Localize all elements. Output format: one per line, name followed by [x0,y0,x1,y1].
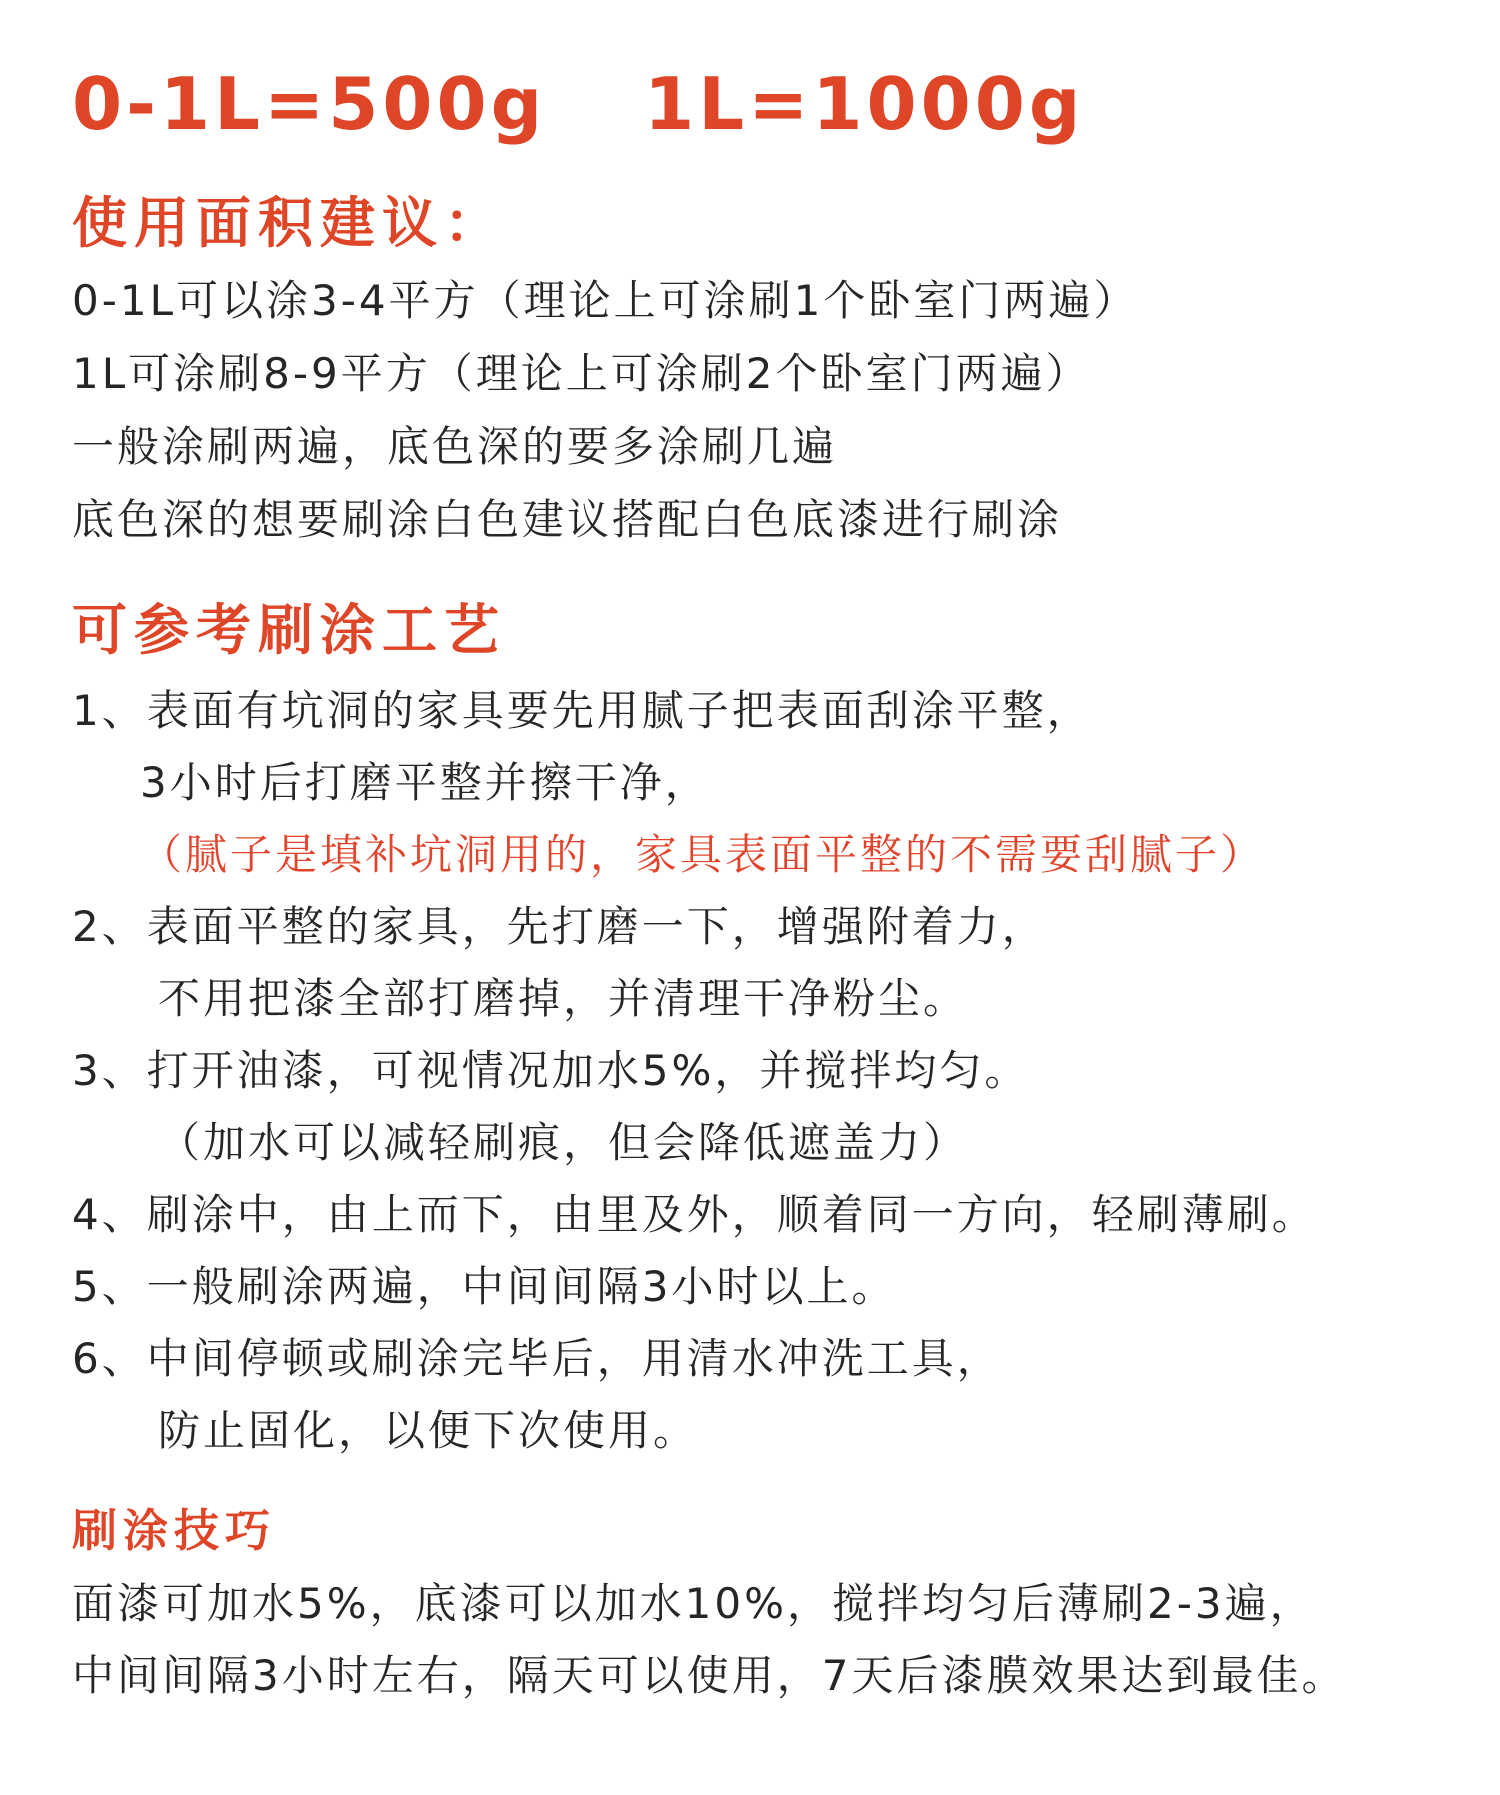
process-heading: 可参考刷涂工艺 [72,598,507,662]
process-step-3-note: （加水可以减轻刷痕，但会降低遮盖力） [158,1118,969,1167]
area-line-3: 一般涂刷两遍，底色深的要多涂刷几遍 [72,422,838,471]
area-line-2: 1L可涂刷8-9平方（理论上可涂刷2个卧室门两遍） [72,349,1091,398]
process-step-2-cont: 不用把漆全部打磨掉，并清理干净粉尘。 [158,974,969,1023]
process-step-5: 5、一般刷涂两遍，中间间隔3小时以上。 [72,1262,897,1311]
tips-heading: 刷涂技巧 [72,1504,277,1557]
tips-line-2: 中间间隔3小时左右，隔天可以使用，7天后漆膜效果达到最佳。 [72,1651,1347,1700]
tips-line-1: 面漆可加水5%，底漆可以加水10%，搅拌均匀后薄刷2-3遍， [72,1579,1315,1628]
area-heading: 使用面积建议： [72,191,507,255]
process-step-4: 4、刷涂中，由上而下，由里及外，顺着同一方向，轻刷薄刷。 [72,1190,1317,1239]
process-step-1-note: （腻子是填补坑洞用的，家具表面平整的不需要刮腻子） [140,830,1266,879]
process-step-6: 6、中间停顿或刷涂完毕后，用清水冲洗工具， [72,1334,1002,1383]
volume-large-weight: 1L=1000g [644,62,1085,146]
process-step-6-cont: 防止固化，以便下次使用。 [158,1406,699,1455]
process-step-3: 3、打开油漆，可视情况加水5%，并搅拌均匀。 [72,1046,1030,1095]
process-step-1: 1、表面有坑洞的家具要先用腻子把表面刮涂平整， [72,686,1092,735]
process-step-2: 2、表面平整的家具，先打磨一下，增强附着力， [72,902,1047,951]
area-line-1: 0-1L可以涂3-4平方（理论上可涂刷1个卧室门两遍） [72,276,1139,325]
volume-small-weight: 0-1L=500g [72,62,547,146]
volume-weight-line [72,62,1085,146]
area-line-4: 底色深的想要刷涂白色建议搭配白色底漆进行刷涂 [72,495,1063,544]
process-step-1-cont: 3小时后打磨平整并擦干净， [140,758,710,807]
